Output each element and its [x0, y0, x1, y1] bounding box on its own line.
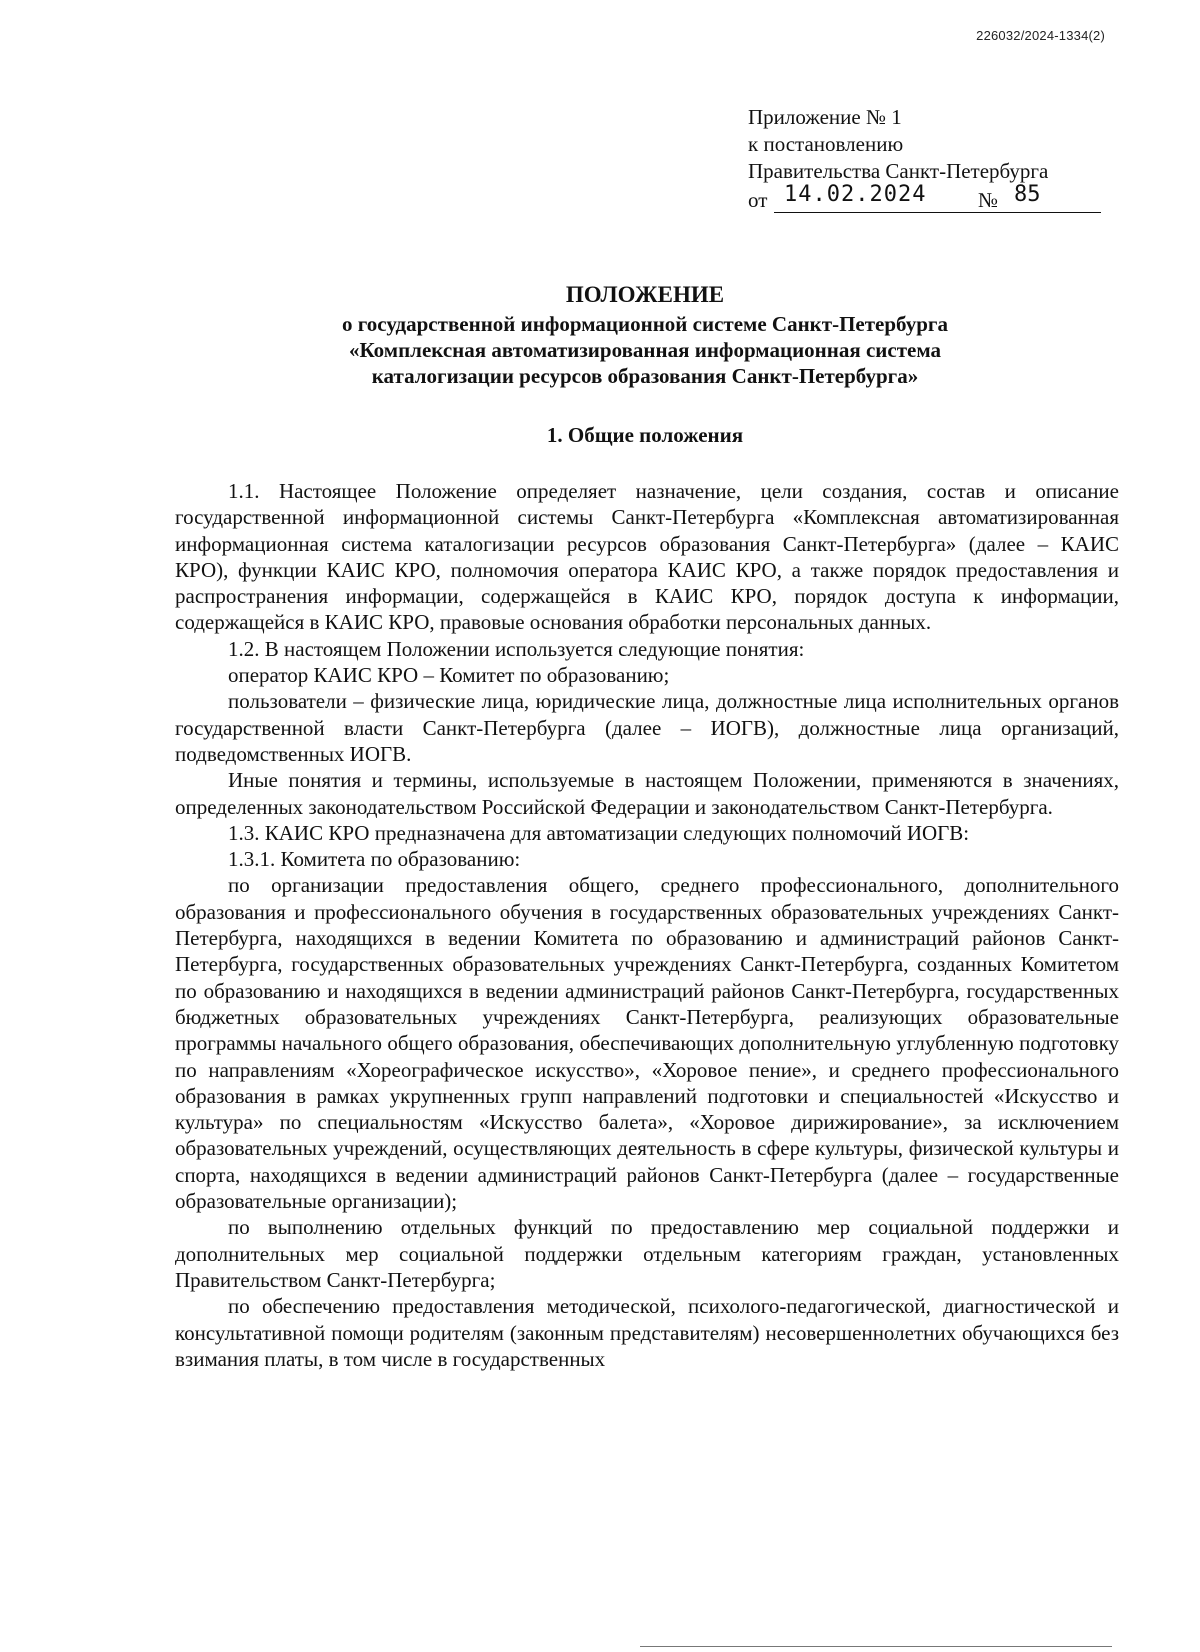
number-value: 85	[1014, 182, 1041, 207]
paragraph: 1.1. Настоящее Положение определяет назначение, цели создания, состав и описание государственной информационной системы Санкт-Петербурга «Комплексная автоматизированная информационная система каталогизации ресурсов образования Санкт-Петербурга» (далее – КАИС КРО), функции КАИС КРО, полномочия оператора КАИС КРО, а также порядок предоставления и распространения информации, содержащейся в КАИС КРО, порядок доступа к информации, содержащейся в КАИС КРО, правовые основания обработки персональных данных.	[175, 479, 1119, 635]
page-bottom-rule	[640, 1646, 1112, 1647]
annex-block	[748, 104, 1108, 215]
title-line-3: каталогизации ресурсов образования Санкт-Петербурга»	[371, 364, 919, 388]
paragraph: по обеспечению предоставления методической, психолого-педагогической, диагностической и консультативной помощи родителям (законным представителям) несовершеннолетних обучающихся без взимания платы, в том числе в государственных	[175, 1294, 1119, 1371]
number-field	[1006, 182, 1101, 213]
paragraph: по выполнению отдельных функций по предоставлению мер социальной поддержки и дополнительных мер социальной поддержки отдельным категориям граждан, установленных Правительством Санкт-Петербурга;	[175, 1215, 1119, 1292]
title-main: ПОЛОЖЕНИЕ	[565, 282, 725, 307]
document-title	[170, 282, 1120, 389]
number-prefix: №	[978, 188, 999, 212]
body-text	[175, 478, 1119, 1372]
paragraph: 1.2. В настоящем Положении используется следующие понятия:	[228, 636, 805, 661]
title-line-1: о государственной информационной системе Санкт-Петербурга	[342, 312, 948, 336]
annex-date-row	[748, 182, 1108, 215]
paragraph: пользователи – физические лица, юридические лица, должностные лица исполнительных органов государственной власти Санкт-Петербурга (далее – ИОГВ), должностные лица организаций, подведомственных ИОГВ.	[175, 689, 1119, 766]
paragraph: по организации предоставления общего, среднего профессионального, дополнительного образования и профессионального обучения в государственных образовательных учреждениях Санкт-Петербурга, находящихся в ведении Комитета по образованию и администраций районов Санкт-Петербурга, государственных образовательных учреждениях Санкт-Петербурга, созданных Комитетом по образованию и находящихся в ведении администраций районов Санкт-Петербурга, государственных бюджетных образовательных учреждениях Санкт-Петербурга, реализующих образовательные программы начального общего образования, обеспечивающих дополнительную углубленную подготовку по направлениям «Хореографическое искусство», «Хоровое пение», и среднего профессионального образования в рамках укрупненных групп направлений подготовки и специальностей «Искусство и культура» по специальностям «Искусство балета», «Хоровое дирижирование», за исключением образовательных учреждений, осуществляющих деятельность в сфере культуры, физической культуры и спорта, находящихся в ведении администраций районов Санкт-Петербурга (далее – государственные образовательные организации);	[175, 873, 1119, 1214]
annex-line-appendix: Приложение № 1	[748, 105, 902, 129]
annex-line-resolution: к постановлению	[748, 132, 904, 156]
paragraph: 1.3. КАИС КРО предназначена для автоматизации следующих полномочий ИОГВ:	[228, 820, 970, 845]
date-value: 14.02.2024	[784, 182, 927, 207]
paragraph: 1.3.1. Комитета по образованию:	[228, 847, 521, 872]
annex-line-government: Правительства Санкт-Петербурга	[748, 159, 1049, 183]
paragraph: Иные понятия и термины, используемые в настоящем Положении, применяются в значениях, определенных законодательством Российской Федерации и законодательством Санкт-Петербурга.	[175, 768, 1119, 819]
document-id: 226032/2024-1334(2)	[976, 28, 1105, 43]
title-line-2: «Комплексная автоматизированная информационная система	[348, 338, 942, 362]
date-prefix: от	[748, 188, 768, 212]
section-heading: 1. Общие положения	[546, 423, 744, 447]
paragraph: оператор КАИС КРО – Комитет по образованию;	[228, 663, 670, 688]
